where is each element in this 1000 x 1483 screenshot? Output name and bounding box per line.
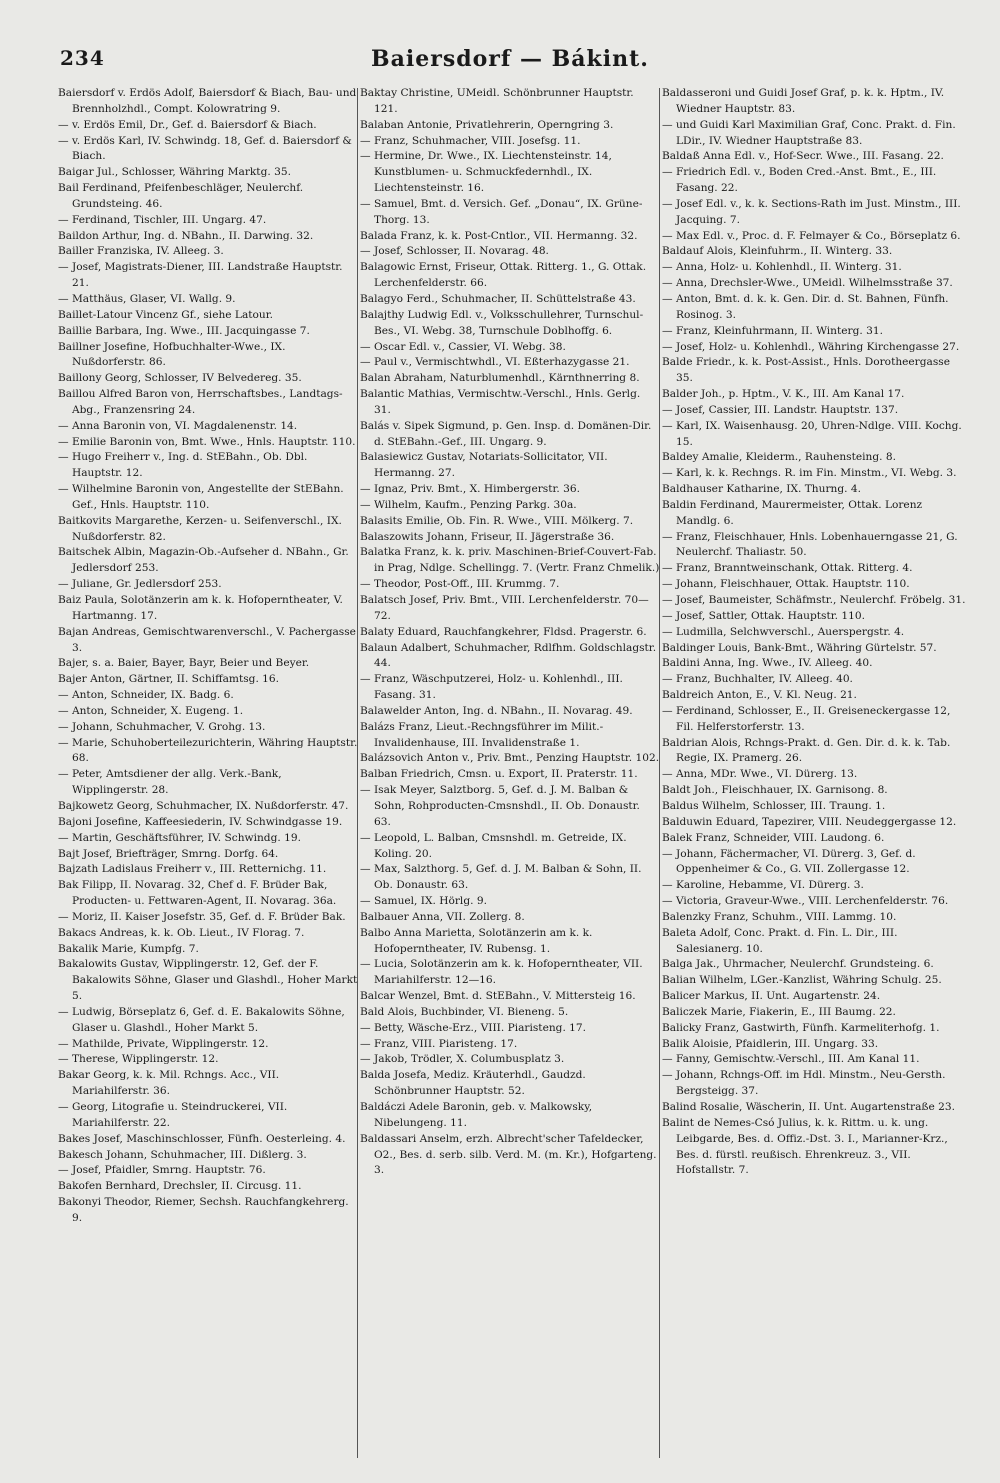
directory-entry: Balantic Mathias, Vermischtw.-Verschl., Hnls. Gerlg. 31. xyxy=(360,388,641,416)
running-head: Baiersdorf — Bákint. xyxy=(371,46,649,72)
directory-entry: Balicky Franz, Gastwirth, Fünfh. Karmeliterhofg. 1. xyxy=(662,1021,940,1034)
directory-entry: Bajkowetz Georg, Schuhmacher, IX. Nußdorferstr. 47. xyxy=(58,799,349,812)
directory-entry: Balajthy Ludwig Edl. v., Volksschullehrer, Turnschul-Bes., VI. Webg. 38, Turnschule Doblhoffg. 6. xyxy=(360,308,644,337)
directory-entry: — Theodor, Post-Off., III. Krummg. 7. xyxy=(360,578,560,591)
directory-entry: — Franz, Fleischhauer, Hnls. Lobenhauerngasse 21, G. Neulerchf. Thaliastr. 50. xyxy=(662,530,958,559)
directory-entry: — Franz, Kleinfuhrmann, II. Winterg. 31. xyxy=(662,324,883,337)
directory-entry: Baldassari Anselm, erzh. Albrecht'scher Tafeldecker, O2., Bes. d. serb. silb. Verd. M. (m. Kr.), Hofgarteng. 3. xyxy=(360,1132,657,1177)
directory-entry: — Victoria, Graveur-Wwe., VIII. Lerchenfelderstr. 76. xyxy=(662,895,949,908)
directory-entry: Balázsovich Anton v., Priv. Bmt., Penzing Hauptstr. 102. xyxy=(360,752,660,765)
directory-entry: — Ferdinand, Schlosser, E., II. Greiseneckergasse 12, Fil. Helferstorferstr. 13. xyxy=(662,704,951,733)
directory-entry: — und Guidi Karl Maximilian Graf, Conc. Prakt. d. Fin. LDir., IV. Wiedner Hauptstraße 83. xyxy=(662,118,956,147)
directory-entry: — Josef, Cassier, III. Landstr. Hauptstr. 137. xyxy=(662,403,899,416)
directory-entry: — Matthäus, Glaser, VI. Wallg. 9. xyxy=(58,292,236,305)
directory-entry: Baillony Georg, Schlosser, IV Belvedereg. 35. xyxy=(58,372,302,385)
directory-entry: Balás v. Sipek Sigmund, p. Gen. Insp. d. Domänen-Dir. d. StEBahn.-Gef., III. Ungarg. 9. xyxy=(360,419,652,448)
directory-entry: — Ferdinand, Tischler, III. Ungarg. 47. xyxy=(58,213,267,226)
directory-entry: Bakofen Bernhard, Drechsler, II. Circusg. 11. xyxy=(58,1180,302,1193)
directory-entry: Baillner Josefine, Hofbuchhalter-Wwe., IX. Nußdorferstr. 86. xyxy=(58,340,286,369)
directory-entry: Baldinger Louis, Bank-Bmt., Währing Gürtelstr. 57. xyxy=(662,641,937,654)
directory-entry: — v. Erdös Karl, IV. Schwindg. 18, Gef. d. Baiersdorf & Biach. xyxy=(58,134,352,163)
directory-entry: — Moriz, II. Kaiser Josefstr. 35, Gef. d. F. Brüder Bak. xyxy=(58,910,346,923)
directory-entry: — Friedrich Edl. v., Boden Cred.-Anst. Bmt., E., III. Fasang. 22. xyxy=(662,166,937,195)
directory-entry: Baldin Ferdinand, Maurermeister, Ottak. Lorenz Mandlg. 6. xyxy=(662,498,923,527)
directory-entry: Bald Alois, Buchbinder, VI. Bieneng. 5. xyxy=(360,1005,569,1018)
directory-entry: Baldáczi Adele Baronin, geb. v. Malkowsky, Nibelungeng. 11. xyxy=(360,1101,593,1129)
directory-entry: — Samuel, Bmt. d. Versich. Gef. „Donau“, IX. Grüne-Thorg. 13. xyxy=(360,197,643,226)
directory-entry: Balik Aloisie, Pfaidlerin, III. Ungarg. 33. xyxy=(662,1037,879,1050)
directory-entry: — Hermine, Dr. Wwe., IX. Liechtensteinstr. 14, Kunstblumen- u. Schmuckfedernhdl., IX. Liechtensteinstr. 16. xyxy=(360,150,612,195)
directory-entry: Baldey Amalie, Kleiderm., Rauhensteing. 8. xyxy=(662,451,896,464)
directory-entry: — Anna, MDr. Wwe., VI. Dürerg. 13. xyxy=(662,768,858,781)
directory-entry: — Samuel, IX. Hörlg. 9. xyxy=(360,895,487,908)
directory-entry: Baiz Paula, Solotänzerin am k. k. Hofoperntheater, V. Hartmanng. 17. xyxy=(58,594,343,622)
directory-entry: Balagyo Ferd., Schuhmacher, II. Schüttelstraße 43. xyxy=(360,292,636,305)
directory-entry: — Mathilde, Private, Wipplingerstr. 12. xyxy=(58,1037,269,1050)
directory-entry: Baldus Wilhelm, Schlosser, III. Traung. 1. xyxy=(662,799,886,812)
directory-entry: — Wilhelmine Baronin von, Angestellte der StEBahn. Gef., Hnls. Hauptstr. 110. xyxy=(58,483,344,511)
directory-entry: Balázs Franz, Lieut.-Rechngsführer im Milit.-Invalidenhause, III. Invalidenstraße 1. xyxy=(360,720,604,749)
directory-entry: — Karl, IX. Waisenhausg. 20, Uhren-Ndlge. VIII. Kochg. 15. xyxy=(662,419,962,448)
directory-entry: Bak Filipp, II. Novarag. 32, Chef d. F. Brüder Bak, Producten- u. Fettwaren-Agent, II. Novarag. 36a. xyxy=(58,879,337,908)
directory-entry: Baldaß Anna Edl. v., Hof-Secr. Wwe., III. Fasang. 22. xyxy=(662,150,944,163)
directory-entry: Bajer, s. a. Baier, Bayer, Bayr, Beier und Beyer. xyxy=(58,657,310,670)
directory-entry: Balada Franz, k. k. Post-Cntlor., VII. Hermanng. 32. xyxy=(360,229,638,242)
directory-entry: Balatka Franz, k. k. priv. Maschinen-Brief-Couvert-Fab. in Prag, Ndlge. Schellingg. 7. (Vertr. Franz Chmelik.) xyxy=(360,546,660,575)
directory-entry: — Anton, Schneider, IX. Badg. 6. xyxy=(58,689,234,702)
directory-entry: — Max Edl. v., Proc. d. F. Felmayer & Co., Börseplatz 6. xyxy=(662,229,961,242)
directory-entry: — Johann, Rchngs-Off. im Hdl. Minstm., Neu-Gersth. Bergsteigg. 37. xyxy=(662,1069,946,1098)
directory-entry: Baldasseroni und Guidi Josef Graf, p. k. k. Hptm., IV. Wiedner Hauptstr. 83. xyxy=(662,87,945,115)
directory-entry: Balagowic Ernst, Friseur, Ottak. Ritterg. 1., G. Ottak. Lerchenfelderstr. 66. xyxy=(360,261,647,290)
directory-entry: Balek Franz, Schneider, VIII. Laudong. 6. xyxy=(662,831,885,844)
directory-entry: — Franz, Buchhalter, IV. Alleeg. 40. xyxy=(662,673,853,686)
directory-entry: Balatsch Josef, Priv. Bmt., VIII. Lerchenfelderstr. 70—72. xyxy=(360,594,649,622)
directory-entry: Balawelder Anton, Ing. d. NBahn., II. Novarag. 49. xyxy=(360,704,633,717)
directory-entry: Baitkovits Margarethe, Kerzen- u. Seifenverschl., IX. Nußdorferstr. 82. xyxy=(58,514,342,543)
directory-entry: — Josef, Baumeister, Schäfmstr., Neulerchf. Fröbelg. 31. xyxy=(662,594,966,606)
directory-entry: — Isak Meyer, Salztborg. 5, Gef. d. J. M. Balban & Sohn, Rohproducten-Cmsnshdl., II. Ob. Donaustr. 63. xyxy=(360,784,640,828)
directory-entry: Bakalik Marie, Kumpfg. 7. xyxy=(58,942,199,955)
directory-entry: — Leopold, L. Balban, Cmsnshdl. m. Getreide, IX. Koling. 20. xyxy=(360,831,627,860)
directory-entry: Baildon Arthur, Ing. d. NBahn., II. Darwing. 32. xyxy=(58,229,314,242)
directory-entry: — Ludwig, Börseplatz 6, Gef. d. E. Bakalowits Söhne, Glaser u. Glashdl., Hoher Markt 5. xyxy=(58,1005,345,1034)
directory-entry: — Therese, Wipplingerstr. 12. xyxy=(58,1053,219,1066)
directory-entry: — Lucia, Solotänzerin am k. k. Hofoperntheater, VII. Mariahilferstr. 12—16. xyxy=(360,958,643,987)
directory-entry: — Karoline, Hebamme, VI. Dürerg. 3. xyxy=(662,879,864,892)
directory-entry: — Anna Baronin von, VI. Magdalenenstr. 14. xyxy=(58,419,298,432)
directory-entry: Baldhauser Katharine, IX. Thurng. 4. xyxy=(662,483,861,496)
directory-entry: Balaban Antonie, Privatlehrerin, Operngring 3. xyxy=(360,118,614,131)
directory-entry: — v. Erdös Emil, Dr., Gef. d. Baiersdorf & Biach. xyxy=(58,118,317,131)
directory-entry: — Peter, Amtsdiener der allg. Verk.-Bank, Wipplingerstr. 28. xyxy=(58,768,282,797)
directory-entry: — Karl, k. k. Rechngs. R. im Fin. Minstm., VI. Webg. 3. xyxy=(662,467,957,480)
directory-entry: — Josef, Pfaidler, Smrng. Hauptstr. 76. xyxy=(58,1164,266,1177)
directory-entry: Balasits Emilie, Ob. Fin. R. Wwe., VIII. Mölkerg. 7. xyxy=(360,514,634,527)
directory-entry: — Johann, Fleischhauer, Ottak. Hauptstr. 110. xyxy=(662,578,910,591)
directory-entry: Baiersdorf v. Erdös Adolf, Baiersdorf & Biach, Bau- und Brennholzhdl., Compt. Kolowratring 9. xyxy=(58,87,357,115)
directory-entry: — Betty, Wäsche-Erz., VIII. Piaristeng. 17. xyxy=(360,1021,587,1034)
directory-entry: — Josef, Sattler, Ottak. Hauptstr. 110. xyxy=(662,609,865,622)
directory-entry: — Marie, Schuhoberteilezurichterin, Währing Hauptstr. 68. xyxy=(58,736,358,765)
directory-entry: Baillie Barbara, Ing. Wwe., III. Jacquingasse 7. xyxy=(58,324,310,337)
directory-entry: Balaszowits Johann, Friseur, II. Jägerstraße 36. xyxy=(360,530,615,543)
directory-entry: — Hugo Freiherr v., Ing. d. StEBahn., Ob. Dbl. Hauptstr. 12. xyxy=(58,451,308,480)
directory-entry: — Anton, Bmt. d. k. k. Gen. Dir. d. St. Bahnen, Fünfh. Rosinog. 3. xyxy=(662,292,949,321)
directory-entry: Balbo Anna Marietta, Solotänzerin am k. k. Hofoperntheater, IV. Rubensg. 1. xyxy=(360,926,593,955)
directory-entry: — Anton, Schneider, X. Eugeng. 1. xyxy=(58,704,244,717)
directory-entry: Bailler Franziska, IV. Alleeg. 3. xyxy=(58,245,224,258)
directory-entry: Bajan Andreas, Gemischtwarenverschl., V. Pachergasse 3. xyxy=(58,625,356,654)
directory-entry: — Josef, Schlosser, II. Novarag. 48. xyxy=(360,245,549,258)
directory-entry: Baillet-Latour Vincenz Gf., siehe Latour. xyxy=(58,308,273,321)
directory-entry: Bakesch Johann, Schuhmacher, III. Dißlerg. 3. xyxy=(58,1148,307,1161)
directory-entry: — Oscar Edl. v., Cassier, VI. Webg. 38. xyxy=(360,340,566,353)
directory-entry: — Josef Edl. v., k. k. Sections-Rath im Just. Minstm., III. Jacquing. 7. xyxy=(662,197,961,226)
directory-entry: Baldauf Alois, Kleinfuhrm., II. Winterg. 33. xyxy=(662,245,893,258)
directory-entry: — Wilhelm, Kaufm., Penzing Parkg. 30a. xyxy=(360,498,577,511)
directory-entry: — Fanny, Gemischtw.-Verschl., III. Am Kanal 11. xyxy=(662,1053,920,1066)
directory-entry: — Johann, Schuhmacher, V. Grohg. 13. xyxy=(58,720,266,733)
directory-entry: Baldt Joh., Fleischhauer, IX. Garnisong. 8. xyxy=(662,784,888,797)
directory-column-middle xyxy=(360,86,660,1466)
directory-entry: Balind Rosalie, Wäscherin, II. Unt. Augartenstraße 23. xyxy=(662,1101,955,1113)
directory-entry: Bajt Josef, Briefträger, Smrng. Dorfg. 64. xyxy=(58,847,279,860)
directory-entry: Bakonyi Theodor, Riemer, Sechsh. Rauchfangkehrerg. 9. xyxy=(58,1196,349,1224)
directory-entry: — Franz, Wäschputzerei, Holz- u. Kohlenhdl., III. Fasang. 31. xyxy=(360,673,623,702)
directory-entry: — Max, Salzthorg. 5, Gef. d. J. M. Balban & Sohn, II. Ob. Donaustr. 63. xyxy=(360,863,642,892)
directory-entry: Bajzath Ladislaus Freiherr v., III. Retternichg. 11. xyxy=(58,863,327,876)
directory-entry: Balasiewicz Gustav, Notariats-Sollicitator, VII. Hermanng. 27. xyxy=(360,451,608,480)
directory-entry: Balaun Adalbert, Schuhmacher, Rdlfhm. Goldschlagstr. 44. xyxy=(360,641,657,670)
directory-entry: Baldini Anna, Ing. Wwe., IV. Alleeg. 40. xyxy=(662,657,873,670)
directory-entry: — Juliane, Gr. Jedlersdorf 253. xyxy=(58,578,222,591)
directory-entry: Balian Wilhelm, LGer.-Kanzlist, Währing Schulg. 25. xyxy=(662,974,942,987)
directory-entry: — Georg, Litografie u. Steindruckerei, VII. Mariahilferstr. 22. xyxy=(58,1101,288,1129)
directory-entry: Balduwin Eduard, Tapezirer, VIII. Neudeggergasse 12. xyxy=(662,815,957,828)
directory-entry: Balga Jak., Uhrmacher, Neulerchf. Grundsteing. 6. xyxy=(662,958,934,971)
directory-entry: — Emilie Baronin von, Bmt. Wwe., Hnls. Hauptstr. 110. xyxy=(58,435,356,448)
directory-entry: Bajer Anton, Gärtner, II. Schiffamtsg. 16. xyxy=(58,673,280,686)
directory-entry: Balaty Eduard, Rauchfangkehrer, Fldsd. Pragerstr. 6. xyxy=(360,625,647,638)
directory-entry: Balban Friedrich, Cmsn. u. Export, II. Praterstr. 11. xyxy=(360,768,638,781)
directory-entry: Bakar Georg, k. k. Mil. Rchngs. Acc., VII. Mariahilferstr. 36. xyxy=(58,1069,280,1098)
directory-entry: Bajoni Josefine, Kaffeesiederin, IV. Schwindgasse 19. xyxy=(58,815,343,828)
directory-entry: — Ludmilla, Selchwverschl., Auerspergstr. 4. xyxy=(662,625,905,638)
directory-entry: Baktay Christine, UMeidl. Schönbrunner Hauptstr. 121. xyxy=(360,87,634,115)
directory-entry: Baliczek Marie, Fiakerin, E., III Baumg. 22. xyxy=(662,1005,896,1018)
directory-entry: — Martin, Geschäftsführer, IV. Schwindg. 19. xyxy=(58,831,301,844)
directory-entry: Balda Josefa, Mediz. Kräuterhdl., Gaudzd. Schönbrunner Hauptstr. 52. xyxy=(360,1069,586,1098)
directory-entry: — Josef, Holz- u. Kohlenhdl., Währing Kirchengasse 27. xyxy=(662,340,960,353)
directory-entry: Baitschek Albin, Magazin-Ob.-Aufseher d. NBahn., Gr. Jedlersdorf 253. xyxy=(58,546,349,575)
directory-entry: Bakes Josef, Maschinschlosser, Fünfh. Oesterleing. 4. xyxy=(58,1132,346,1145)
directory-column-left xyxy=(58,86,358,1466)
page-number: 234 xyxy=(60,46,105,70)
directory-entry: — Franz, Branntweinschank, Ottak. Ritterg. 4. xyxy=(662,562,913,575)
directory-entry: Balcar Wenzel, Bmt. d. StEBahn., V. Mittersteig 16. xyxy=(360,990,636,1003)
directory-entry: Baldreich Anton, E., V. Kl. Neug. 21. xyxy=(662,689,857,702)
directory-entry: — Anna, Drechsler-Wwe., UMeidl. Wilhelmsstraße 37. xyxy=(662,277,953,290)
directory-entry: Bakalowits Gustav, Wipplingerstr. 12, Gef. der F. Bakalowits Söhne, Glaser und Glashdl., Hoher Markt 5. xyxy=(58,958,358,1003)
directory-entry: Baldrian Alois, Rchngs-Prakt. d. Gen. Dir. d. k. k. Tab. Regie, IX. Pramerg. 26. xyxy=(662,736,951,765)
directory-entry: — Johann, Fächermacher, VI. Dürerg. 3, Gef. d. Oppenheimer & Co., G. VII. Zollergasse 12. xyxy=(662,847,916,876)
directory-entry: — Franz, Schuhmacher, VIII. Josefsg. 11. xyxy=(360,134,581,147)
directory-entry: Baillou Alfred Baron von, Herrschaftsbes., Landtags-Abg., Franzensring 24. xyxy=(58,388,343,416)
directory-entry: — Franz, VIII. Piaristeng. 17. xyxy=(360,1037,518,1050)
directory-entry: — Ignaz, Priv. Bmt., X. Himbergerstr. 36. xyxy=(360,483,580,496)
directory-entry: Balder Joh., p. Hptm., V. K., III. Am Kanal 17. xyxy=(662,388,905,401)
directory-entry: Balbauer Anna, VII. Zollerg. 8. xyxy=(360,910,525,923)
directory-entry: — Jakob, Trödler, X. Columbusplatz 3. xyxy=(360,1053,565,1066)
directory-entry: Baleta Adolf, Conc. Prakt. d. Fin. L. Dir., III. Salesianerg. 10. xyxy=(662,926,898,955)
directory-entry: — Josef, Magistrats-Diener, III. Landstraße Hauptstr. 21. xyxy=(58,261,343,290)
directory-entry: Balenzky Franz, Schuhm., VIII. Lammg. 10. xyxy=(662,910,897,923)
directory-entry: Balde Friedr., k. k. Post-Assist., Hnls. Dorotheergasse 35. xyxy=(662,356,950,385)
directory-entry: Baigar Jul., Schlosser, Währing Marktg. 35. xyxy=(58,166,291,179)
directory-entry: Balicer Markus, II. Unt. Augartenstr. 24. xyxy=(662,990,881,1003)
directory-column-right xyxy=(662,86,966,1466)
directory-entry: Balint de Nemes-Csó Julius, k. k. Rittm. u. k. ung. Leibgarde, Bes. d. Offiz.-Dst. 3. I., Marianner-Krz., Bes. d. fürstl. reußisch. Ehrenkreuz. 3., VII. Hofstallstr. 7. xyxy=(662,1116,948,1177)
directory-entry: Bakacs Andreas, k. k. Ob. Lieut., IV Florag. 7. xyxy=(58,926,305,939)
directory-entry: — Paul v., Vermischtwhdl., VI. Eßterhazygasse 21. xyxy=(360,356,630,369)
directory-entry: — Anna, Holz- u. Kohlenhdl., II. Winterg. 31. xyxy=(662,261,902,274)
directory-entry: Balan Abraham, Naturblumenhdl., Kärnthnerring 8. xyxy=(360,372,640,385)
directory-entry: Bail Ferdinand, Pfeifenbeschläger, Neulerchf. Grundsteing. 46. xyxy=(58,182,304,210)
